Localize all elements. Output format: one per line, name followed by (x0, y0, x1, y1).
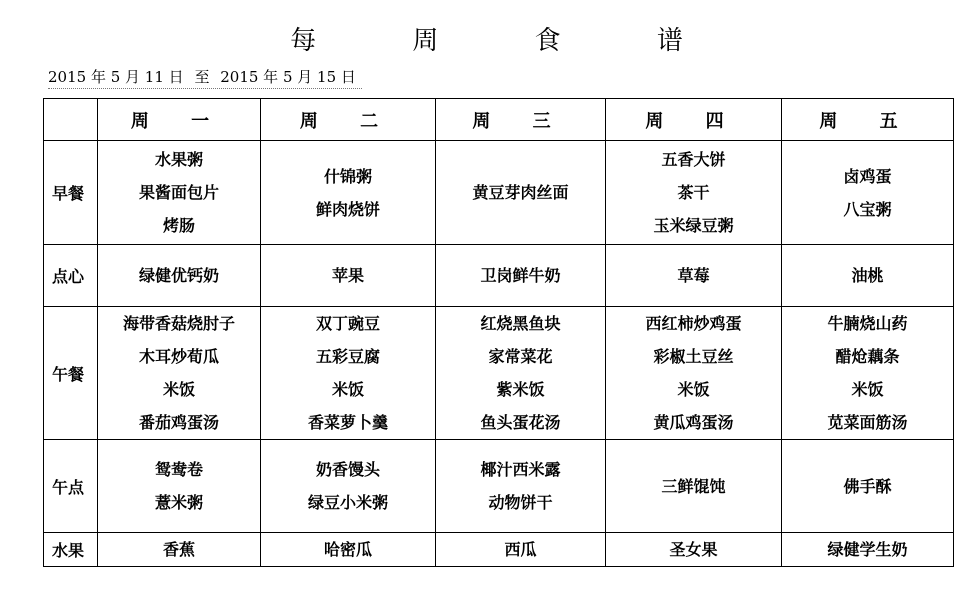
dish-cell (782, 533, 954, 567)
meal-row (44, 141, 954, 245)
dish-item: 米饭 (162, 380, 195, 399)
dish-item: 西瓜 (504, 539, 537, 559)
dish-item: 八宝粥 (843, 199, 892, 219)
dish-item: 果酱面包片 (138, 183, 219, 202)
dish-cell (261, 533, 436, 567)
dish-item: 哈密瓜 (323, 539, 372, 559)
dish-cell (606, 440, 782, 533)
date-end: 2015 年 5 月 15 日 (220, 68, 356, 86)
dish-item: 草莓 (677, 266, 710, 285)
dish-item: 薏米粥 (154, 493, 203, 512)
day-header: 周 五 (782, 99, 954, 141)
dish-item: 苹果 (331, 266, 364, 285)
meal-label: 午点 (44, 440, 98, 533)
dish-cell (261, 141, 436, 245)
dish-item: 紫米饭 (496, 380, 545, 399)
dish-item: 米饭 (851, 380, 884, 399)
dish-item: 什锦粥 (323, 166, 372, 186)
dish-item: 彩椒土豆丝 (653, 347, 734, 366)
dish-cell (261, 307, 436, 440)
dish-item: 五香大饼 (661, 150, 726, 169)
dish-item: 木耳炒荀瓜 (138, 347, 219, 366)
day-header: 周 三 (436, 99, 606, 141)
dish-cell (782, 307, 954, 440)
dish-item: 鱼头蛋花汤 (480, 413, 561, 432)
dish-item: 双丁豌豆 (315, 314, 380, 333)
dish-item: 香菜萝卜羹 (307, 413, 388, 432)
dish-cell (98, 533, 261, 567)
date-range (48, 66, 362, 89)
dish-item: 鲜肉烧饼 (315, 199, 380, 219)
header-row (44, 99, 954, 141)
dish-cell (98, 440, 261, 533)
dish-cell (98, 307, 261, 440)
page-title: 每 周 食 谱 (290, 26, 727, 56)
date-separator: 至 (194, 68, 210, 86)
dish-item: 黄瓜鸡蛋汤 (653, 413, 734, 432)
dish-cell (782, 245, 954, 307)
dish-item: 红烧黑鱼块 (480, 314, 561, 333)
dish-cell (436, 141, 606, 245)
dish-item: 油桃 (851, 266, 884, 285)
dish-item: 五彩豆腐 (315, 347, 380, 366)
meal-label: 水果 (44, 533, 98, 567)
dish-item: 醋炝藕条 (835, 347, 900, 366)
dish-item: 奶香馒头 (315, 460, 380, 479)
dish-item: 番茄鸡蛋汤 (138, 413, 219, 432)
dish-item: 水果粥 (154, 150, 203, 169)
dish-cell (606, 245, 782, 307)
dish-item: 三鲜馄饨 (661, 476, 726, 496)
dish-cell (782, 141, 954, 245)
dish-cell (261, 440, 436, 533)
meal-row (44, 307, 954, 440)
dish-cell (606, 307, 782, 440)
dish-cell (261, 245, 436, 307)
dish-item: 香蕉 (162, 539, 195, 559)
day-header: 周 一 (98, 99, 261, 141)
meal-row (44, 440, 954, 533)
dish-item: 椰汁西米露 (480, 460, 561, 479)
dish-item: 海带香菇烧肘子 (122, 314, 235, 333)
dish-item: 动物饼干 (488, 493, 553, 512)
dish-item: 苋菜面筋汤 (827, 413, 908, 432)
weekly-menu-table (43, 98, 954, 567)
dish-cell (436, 307, 606, 440)
dish-item: 米饭 (677, 380, 710, 399)
day-header: 周 四 (606, 99, 782, 141)
meal-label: 早餐 (44, 141, 98, 245)
dish-item: 黄豆芽肉丝面 (472, 183, 569, 202)
dish-cell (98, 245, 261, 307)
corner-cell (44, 99, 98, 141)
dish-item: 家常菜花 (488, 347, 553, 366)
meal-row (44, 533, 954, 567)
dish-item: 西红柿炒鸡蛋 (645, 314, 742, 333)
dish-cell (436, 440, 606, 533)
dish-cell (782, 440, 954, 533)
dish-item: 绿健学生奶 (827, 539, 908, 559)
dish-item: 米饭 (331, 380, 364, 399)
dish-cell (606, 533, 782, 567)
meal-label: 点心 (44, 245, 98, 307)
dish-item: 圣女果 (669, 539, 718, 559)
dish-item: 鸳鸯卷 (154, 460, 203, 479)
dish-item: 烤肠 (162, 216, 195, 235)
dish-item: 茶干 (677, 183, 710, 202)
meal-label: 午餐 (44, 307, 98, 440)
dish-cell (98, 141, 261, 245)
meal-row (44, 245, 954, 307)
dish-cell (606, 141, 782, 245)
day-header: 周 二 (261, 99, 436, 141)
dish-cell (436, 533, 606, 567)
dish-cell (436, 245, 606, 307)
dish-item: 玉米绿豆粥 (653, 216, 734, 235)
dish-item: 绿豆小米粥 (307, 493, 388, 512)
date-start: 2015 年 5 月 11 日 (48, 68, 184, 86)
dish-item: 卫岗鲜牛奶 (480, 266, 561, 285)
dish-item: 佛手酥 (843, 476, 892, 496)
dish-item: 绿健优钙奶 (138, 266, 219, 285)
dish-item: 牛腩烧山药 (827, 314, 908, 333)
dish-item: 卤鸡蛋 (843, 166, 892, 186)
